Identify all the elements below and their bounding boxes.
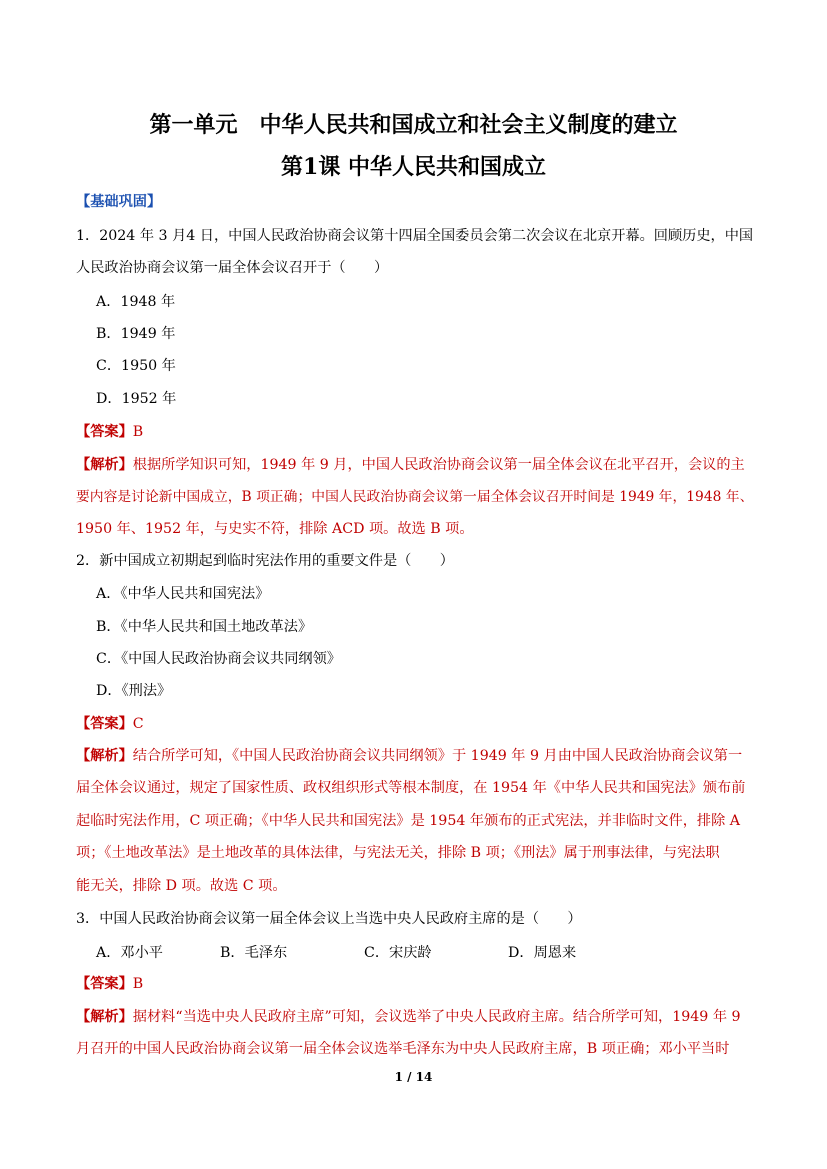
unit-title: 第一单元 中华人民共和国成立和社会主义制度的建立 (149, 112, 678, 138)
q1-option-d: D．1952 年 (96, 391, 177, 407)
q1-answer (76, 422, 143, 442)
q3-answer (76, 974, 143, 994)
q3-option-c: C．宋庆龄 (364, 945, 432, 961)
q2-option-b: B．《中华人民共和国土地改革法》 (96, 619, 313, 635)
q2-option-d: D．《刑法》 (96, 683, 172, 699)
section-label: 【基础巩固】 (76, 194, 162, 210)
q2-analysis-line5: 能无关，排除 D 项。故选 C 项。 (76, 878, 287, 894)
answer-label: 【答案】 (76, 976, 133, 992)
q2-analysis-line1 (76, 746, 742, 766)
q2-option-a: A．《中华人民共和国宪法》 (96, 586, 270, 602)
page-number: 1 / 14 (394, 1070, 433, 1084)
q3-option-b: B．毛泽东 (220, 945, 288, 961)
analysis-label: 【解析】 (76, 748, 133, 764)
q1-analysis-line2: 要内容是讨论新中国成立，B 项正确；中国人民政治协商会议第一届全体会议召开时间是 1949 年，1948 年、 (76, 489, 754, 505)
lesson-title: 第1课 中华人民共和国成立 (281, 154, 546, 180)
q2-answer (76, 714, 144, 734)
q2-option-c: C．《中国人民政治协商会议共同纲领》 (96, 651, 341, 667)
q1-option-c: C．1950 年 (96, 358, 176, 374)
q2-analysis-line2: 届全体会议通过，规定了国家性质、政权组织形式等根本制度，在 1954 年《中华人民共和国宪法》颁布前 (76, 780, 746, 796)
analysis-text: 根据所学知识可知，1949 年 9 月，中国人民政治协商会议第一届全体会议在北平召开，会议的主 (132, 457, 745, 473)
analysis-label: 【解析】 (76, 457, 133, 473)
answer-value: B (132, 976, 144, 992)
q3-option-d: D．周恩来 (508, 945, 577, 961)
analysis-label: 【解析】 (76, 1009, 133, 1025)
q3-option-a: A．邓小平 (96, 945, 163, 961)
q1-analysis-line1 (76, 455, 745, 475)
answer-value: B (132, 424, 144, 440)
analysis-text: 结合所学可知，《中国人民政治协商会议共同纲领》于 1949 年 9 月由中国人民政治协商会议第一 (132, 748, 743, 764)
q3-analysis-line2: 月召开的中国人民政治协商会议第一届全体会议选举毛泽东为中央人民政府主席，B 项正确；邓小平当时 (76, 1041, 730, 1057)
q2-analysis-line4: 项；《土地改革法》是土地改革的具体法律，与宪法无关，排除 B 项；《刑法》属于刑事法律，与宪法职 (76, 845, 720, 861)
q3-analysis-line1 (76, 1007, 741, 1027)
q1-option-b: B．1949 年 (96, 326, 176, 342)
q2-stem: 2．新中国成立初期起到临时宪法作用的重要文件是（ ） (76, 553, 454, 569)
answer-label: 【答案】 (76, 716, 133, 732)
answer-value: C (132, 716, 144, 732)
q3-stem: 3．中国人民政治协商会议第一届全体会议上当选中央人民政府主席的是（ ） (76, 911, 582, 927)
answer-label: 【答案】 (76, 424, 133, 440)
q1-stem-line1: 1．2024 年 3 月4 日，中国人民政治协商会议第十四届全国委员会第二次会议在北京开幕。回顾历史，中国 (76, 228, 754, 244)
q2-analysis-line3: 起临时宪法作用，C 项正确；《中华人民共和国宪法》是 1954 年颁布的正式宪法，并非临时文件，排除 A (76, 813, 741, 829)
analysis-text: 据材料“当选中央人民政府主席”可知，会议选举了中央人民政府主席。结合所学可知，1949 年 9 (132, 1009, 741, 1025)
q1-option-a: A．1948 年 (96, 294, 176, 310)
q1-analysis-line3: 1950 年、1952 年，与史实不符，排除 ACD 项。故选 B 项。 (76, 521, 474, 537)
q1-stem-line2: 人民政治协商会议第一届全体会议召开于（ ） (76, 260, 389, 276)
